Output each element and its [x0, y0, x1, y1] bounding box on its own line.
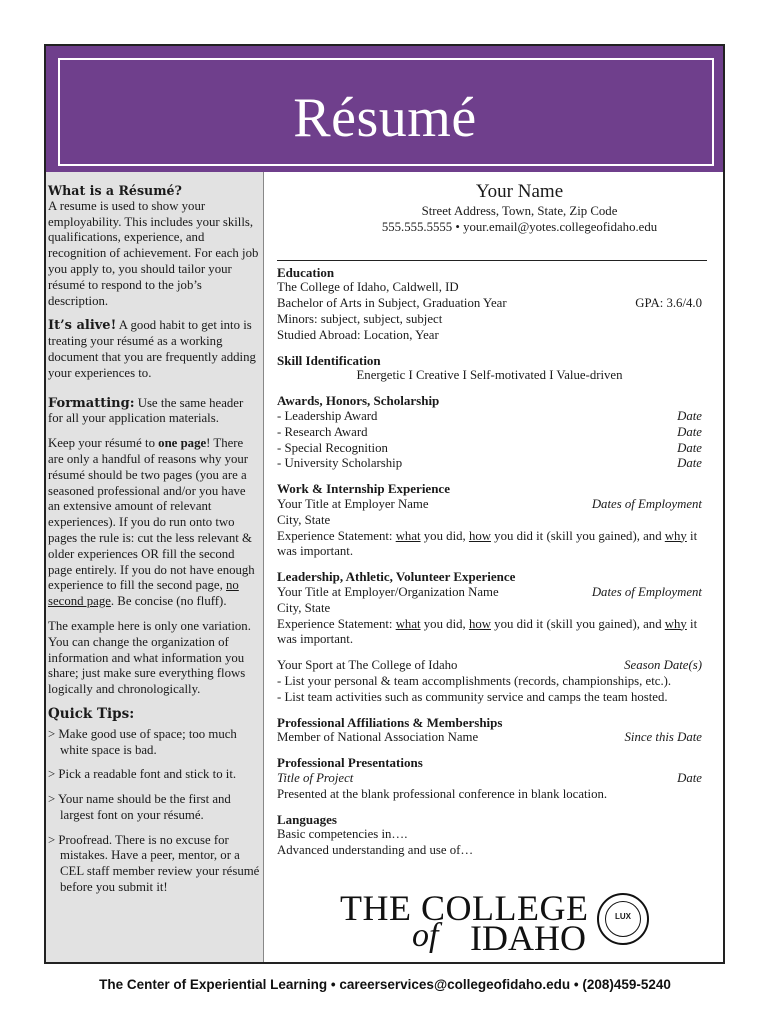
stmt-text: it was important. [277, 528, 698, 559]
education-minors: Minors: subject, subject, subject [277, 311, 443, 326]
award-row [277, 409, 702, 425]
education-degree: Bachelor of Arts in Subject, Graduation Year [277, 296, 507, 311]
tip-item: > Make good use of space; too much white space is bad. [48, 726, 237, 757]
work-position-row [277, 497, 702, 513]
keep-end: . Be concise (no fluff). [110, 594, 227, 609]
leadership-dates: Dates of Employment [591, 584, 702, 599]
alive-paragraph [48, 318, 260, 381]
sport-name: Your Sport at The College of Idaho [277, 658, 458, 673]
keep-prefix: Keep your résumé to [48, 436, 159, 451]
keep-underline: no second page [48, 578, 239, 609]
work-section [277, 481, 702, 560]
tip-item: > Proofread. There is no excuse for mistakes. Have a peer, mentor, or a CEL staff member review your résumé before you submit it! [48, 832, 260, 895]
stmt-what: what [395, 616, 421, 631]
education-school: The College of Idaho, Caldwell, ID [277, 280, 459, 295]
education-degree-row [277, 296, 702, 312]
award-date: Date [677, 456, 702, 471]
presentation-desc: Presented at the blank professional conference in blank location. [277, 786, 608, 801]
work-statement [277, 529, 702, 561]
stmt-text: you did, [420, 616, 469, 631]
skills-list: Energetic I Creative I Self-motivated I Value-driven [356, 368, 623, 383]
sport-line: - List team activities such as community service and camps the team hosted. [277, 689, 668, 704]
resume-contact: 555.555.5555 • your.email@yotes.collegeofidaho.edu [381, 219, 658, 234]
award-date: Date [677, 440, 702, 455]
skills-section [277, 353, 702, 385]
leadership-statement [277, 617, 702, 649]
stmt-text: you did it (skill you gained), and [490, 616, 665, 631]
stmt-text: you did, [420, 528, 469, 543]
stmt-how: how [468, 616, 491, 631]
award-name: - Leadership Award [277, 408, 378, 423]
alive-heading: It’s alive! [48, 318, 117, 334]
language-line: Advanced understanding and use of… [277, 843, 474, 858]
skills-title: Skill Identification [277, 352, 381, 368]
presentations-section [277, 755, 702, 802]
leadership-title: Leadership, Athletic, Volunteer Experience [277, 569, 516, 585]
award-row [277, 425, 702, 441]
stmt-text: you did it (skill you gained), and [490, 528, 665, 543]
presentation-row [277, 771, 702, 787]
award-name: - Research Award [277, 424, 368, 439]
work-position: Your Title at Employer Name [277, 496, 429, 511]
resume-main [277, 180, 702, 868]
seal-text: LUX [615, 912, 631, 921]
tip-item: > Pick a readable font and stick to it. [48, 767, 237, 782]
stmt-text: Experience Statement: [277, 528, 396, 543]
keep-mid: ! There are only a handful of reasons why your résumé should be two pages (you are a seasoned professional and/or you have an extensive amount of relevant experiences). If you do run onto two pages the rule is: cut the less relevant & older experiences OR fill the second page entirely. If you do not have enough experience to fill the second page, [48, 436, 255, 593]
college-logo [340, 887, 700, 957]
affiliation-row [277, 730, 702, 746]
alive-body: A good habit to get into is treating your résumé as a working document that you are frequently adding your experiences to. [48, 318, 256, 380]
logo-of: of [412, 917, 439, 954]
sport-line: - List your personal & team accomplishments (records, championships, etc.). [277, 673, 672, 688]
education-title: Education [277, 264, 335, 280]
keep-paragraph [48, 436, 260, 610]
affiliations-section [277, 715, 702, 747]
tips-heading: Quick Tips: [48, 705, 135, 722]
formatting-body: Use the same header for all your application materials. [48, 395, 244, 426]
languages-section [277, 812, 702, 859]
awards-section [277, 393, 702, 472]
education-section [277, 265, 702, 344]
work-title: Work & Internship Experience [277, 481, 450, 497]
stmt-how: how [468, 528, 491, 543]
languages-title: Languages [277, 811, 337, 827]
presentation-date: Date [677, 770, 702, 785]
affiliation-since: Since this Date [624, 730, 702, 745]
leadership-location: City, State [277, 600, 331, 615]
stmt-why: why [664, 528, 687, 543]
leadership-section [277, 569, 702, 705]
what-heading: What is a Résumé? [48, 183, 182, 198]
stmt-why: why [664, 616, 687, 631]
what-body: A resume is used to show your employability. This includes your skills, qualifications, experience, and recognition of achievement. For each job you apply to, you should tailor your résumé to respond to the job’s description. [48, 198, 259, 308]
stmt-text: Experience Statement: [277, 616, 396, 631]
college-seal-icon [597, 893, 649, 945]
resume-name: Your Name [475, 181, 564, 202]
sport-dates: Season Date(s) [624, 658, 702, 673]
award-date: Date [677, 408, 702, 423]
logo-line2: IDAHO [470, 918, 586, 958]
award-name: - University Scholarship [277, 456, 403, 471]
formatting-paragraph [48, 396, 260, 428]
tip-item: > Your name should be the first and largest font on your résumé. [48, 792, 231, 822]
award-row [277, 441, 702, 457]
page-title: Résumé [293, 87, 477, 149]
presentations-title: Professional Presentations [277, 755, 423, 771]
stmt-text: it was important. [277, 616, 698, 647]
example-body: The example here is only one variation. You can change the organization of information and what information you share; just make sure everything flows logically and chronologically. [48, 618, 251, 697]
resume-address: Street Address, Town, State, Zip Code [421, 204, 618, 218]
affiliations-title: Professional Affiliations & Memberships [277, 714, 503, 730]
stmt-what: what [395, 528, 421, 543]
header-rule [277, 260, 707, 261]
work-dates: Dates of Employment [591, 496, 702, 511]
leadership-position: Your Title at Employer/Organization Name [277, 584, 499, 599]
footer-contact: The Center of Experiential Learning • careerservices@collegeofidaho.edu • (208)459-5240 [99, 977, 671, 992]
education-abroad: Studied Abroad: Location, Year [277, 327, 439, 342]
award-row [277, 456, 702, 472]
sidebar-content [48, 183, 260, 905]
logo-line1: THE COLLEGE [340, 888, 589, 928]
affiliation-member: Member of National Association Name [277, 730, 479, 745]
keep-bold: one page [158, 436, 207, 451]
work-location: City, State [277, 512, 331, 527]
leadership-position-row [277, 585, 702, 601]
formatting-heading: Formatting: [48, 395, 135, 411]
sport-row [277, 658, 702, 674]
language-line: Basic competencies in…. [277, 827, 408, 842]
award-name: - Special Recognition [277, 440, 388, 455]
awards-title: Awards, Honors, Scholarship [277, 393, 440, 409]
presentation-project: Title of Project [277, 770, 354, 785]
education-gpa: GPA: 3.6/4.0 [635, 296, 702, 311]
award-date: Date [677, 424, 702, 439]
